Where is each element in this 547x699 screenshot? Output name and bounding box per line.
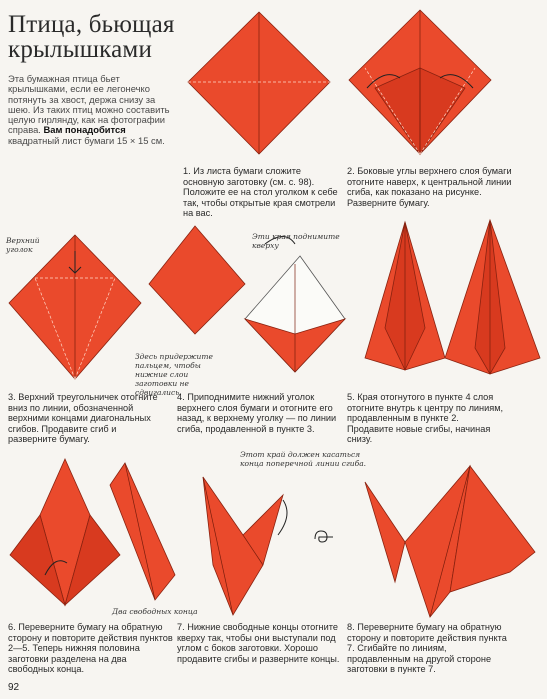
- annotation-hold-here: Здесь придержите пальцем, чтобы нижние слои заготовки не сдвигались.: [135, 352, 213, 397]
- intro-paragraph: Эта бумажная птица бьет крылышками, если ее легонечко потянуть за хвост, держа снизу за шею. Из таких птиц можно составить целую гирлянду, как на фотографии справа.: [8, 73, 170, 136]
- materials-heading: Вам понадобится: [43, 124, 126, 136]
- annotation-these-edges: Эти края поднимите кверху: [252, 232, 340, 250]
- step-1-figure: [184, 10, 334, 158]
- step-5-figure: [350, 218, 545, 378]
- step-7-figure: [183, 475, 313, 620]
- title-line-1: Птица, бьющая: [8, 11, 175, 38]
- step-3-figure: [5, 233, 145, 383]
- step-5-caption: 5. Края отогнутого в пункте 4 слоя отогните внутрь к центру по линиям, продавленным в пункте 2. Продавите новые сгибы, начиная снизу.: [347, 392, 504, 445]
- step-1-caption: 1. Из листа бумаги сложите основную заготовку (см. с. 98). Положите ее на стол уголком к себе так, чтобы открытые края смотрели на вас.: [183, 166, 338, 219]
- title-line-2: крылышками: [8, 36, 153, 63]
- page-number: 92: [8, 682, 20, 693]
- step-2-figure: [345, 8, 495, 158]
- intro-text: [8, 74, 178, 146]
- step-8-caption: 8. Переверните бумагу на обратную сторону и повторите действия пункта 7. Сгибайте по линиям, продавленным на другой стороне заготовки в пункте 7.: [347, 622, 507, 675]
- step-6-figure: [5, 455, 185, 615]
- annotation-this-end: Этот край должен касаться конца поперечной линии сгиба.: [240, 450, 367, 468]
- annotation-two-free-ends: Два свободных конца: [112, 607, 198, 616]
- step-4-caption: 4. Приподнимите нижний уголок верхнего слоя бумаги и отогните его назад, к верхнему уголку — по линии сгиба, продавленной в пункте 3.: [177, 392, 337, 434]
- step-3-caption: 3. Верхний треугольничек отогните вниз по линии, обозначенной верхними концами диагональных сгибов. Продавите сгиб и разверните бумагу.: [8, 392, 158, 445]
- step-6-caption: 6. Переверните бумагу на обратную сторону и повторите действия пунктов 2—5. Теперь нижняя половина заготовки разделена на два свободных конца.: [8, 622, 173, 675]
- step-8-figure: [360, 462, 540, 622]
- annotation-top-corner: Верхний уголок: [6, 236, 40, 254]
- turn-over-icon: [313, 527, 335, 547]
- step-2-caption: 2. Боковые углы верхнего слоя бумаги отогните наверх, к центральной линии сгиба, как показано на рисунке. Разверните бумагу.: [347, 166, 512, 208]
- materials-text: квадратный лист бумаги 15 × 15 см.: [8, 134, 165, 146]
- step-7-caption: 7. Нижние свободные концы отогните кверху так, чтобы они выступали под углом с боков заготовки. Хорошо продавите сгибы и разверните концы.: [177, 622, 340, 664]
- page-title: [8, 12, 208, 62]
